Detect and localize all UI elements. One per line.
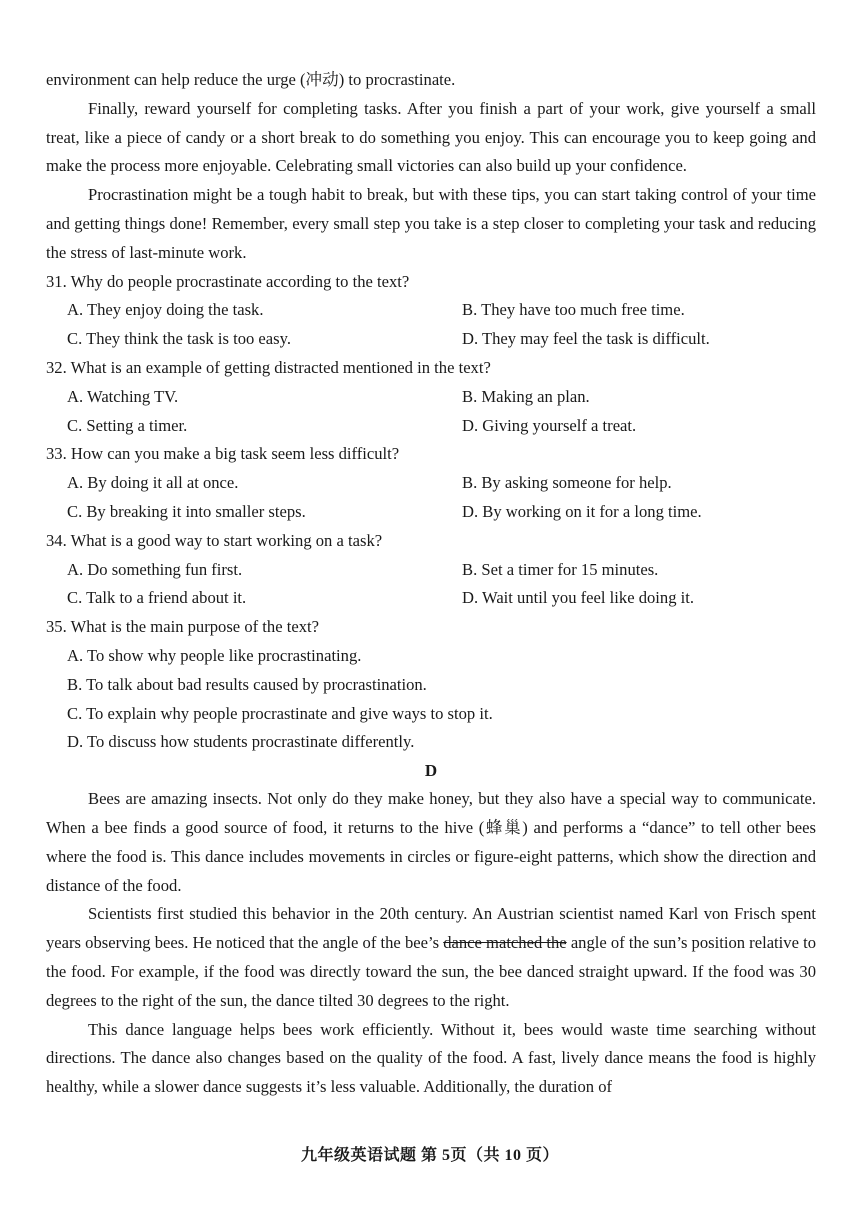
passage-d-text: Scientists first studied this behavior in the 20th century. An Austrian scientist named Karl von Frisch spent years observing bees. He noticed that the angle of the bee’s [46, 904, 816, 953]
option-a: A. By doing it all at once. [67, 473, 239, 493]
option-b: B. To talk about bad results caused by procrastination. [67, 674, 427, 694]
option-d: D. Wait until you feel like doing it. [462, 588, 695, 608]
options [46, 469, 816, 527]
option-b: B. Making an plan. [462, 386, 590, 406]
question-35 [46, 613, 816, 757]
question-33 [46, 440, 816, 526]
question-stem: 32. What is an example of getting distracted mentioned in the text? [46, 357, 491, 377]
option-d: D. They may feel the task is difficult. [462, 329, 710, 349]
options [46, 383, 816, 441]
question-31 [46, 268, 816, 354]
option-d: D. Giving yourself a treat. [462, 415, 637, 435]
options [46, 296, 816, 354]
option-d: D. To discuss how students procrastinate differently. [67, 732, 415, 752]
option-b: B. Set a timer for 15 minutes. [462, 559, 659, 579]
passage-c-paragraph-1: Finally, reward yourself for completing tasks. After you finish a part of your work, give yourself a small treat, like a piece of candy or a short break to do something you enjoy. This can encourage you to keep going and make the process more enjoyable. Celebrating small victories can also build up your confidence. [46, 98, 816, 176]
option-c: C. Setting a timer. [67, 415, 188, 435]
option-a: A. Do something fun first. [67, 559, 243, 579]
question-stem: 33. How can you make a big task seem less difficult? [46, 444, 400, 464]
passage-d-text: angle of the sun’s position relative to the food. For example, if the food was directly toward the sun, the bee danced straight upward. If the food was 30 degrees to the right of the sun, the dance tilted 30 degrees to the right. [46, 933, 816, 1010]
option-b: B. By asking someone for help. [462, 473, 672, 493]
option-c: C. They think the task is too easy. [67, 329, 291, 349]
passage-c-paragraph-2: Procrastination might be a tough habit to break, but with these tips, you can start taking control of your time and getting things done! Remember, every small step you take is a step closer to completing your task and reducing the stress of last-minute work. [46, 185, 816, 262]
question-stem: 35. What is the main purpose of the text? [46, 617, 319, 637]
passage-d-paragraph-1: Bees are amazing insects. Not only do they make honey, but they also have a special way to communicate. When a bee finds a good source of food, it returns to the hive (蜂巢) and performs a “dance” to tell other bees where the food is. This dance includes movements in circles or figure-eight patterns, which show the direction and distance of the food. [46, 789, 816, 895]
page-footer: 九年级英语试题 第 5页（共 10 页） [300, 1147, 559, 1164]
option-b: B. They have too much free time. [462, 300, 685, 320]
question-34 [46, 527, 816, 613]
section-d-title: D [424, 761, 438, 781]
question-stem: 31. Why do people procrastinate according to the text? [46, 271, 410, 291]
question-stem: 34. What is a good way to start working on a task? [46, 530, 383, 550]
option-c: C. By breaking it into smaller steps. [67, 501, 306, 521]
option-a: A. To show why people like procrastinating. [67, 645, 362, 665]
options [46, 642, 816, 757]
option-a: A. They enjoy doing the task. [67, 300, 264, 320]
passage-c-paragraph-0: environment can help reduce the urge (冲动) to procrastinate. [46, 70, 456, 89]
option-a: A. Watching TV. [67, 386, 179, 406]
passage-d-paragraph-2 [46, 900, 816, 1015]
passage-d-paragraph-3: This dance language helps bees work efficiently. Without it, bees would waste time searching without directions. The dance also changes based on the quality of the food. A fast, lively dance means the food is highly healthy, while a slower dance suggests it’s less valuable. Additionally, the duration of [46, 1019, 816, 1097]
option-c: C. Talk to a friend about it. [67, 588, 247, 608]
options [46, 556, 816, 614]
option-d: D. By working on it for a long time. [462, 501, 702, 521]
option-c: C. To explain why people procrastinate and give ways to stop it. [67, 703, 493, 723]
question-32 [46, 354, 816, 440]
struck-text: dance matched the [443, 933, 567, 953]
